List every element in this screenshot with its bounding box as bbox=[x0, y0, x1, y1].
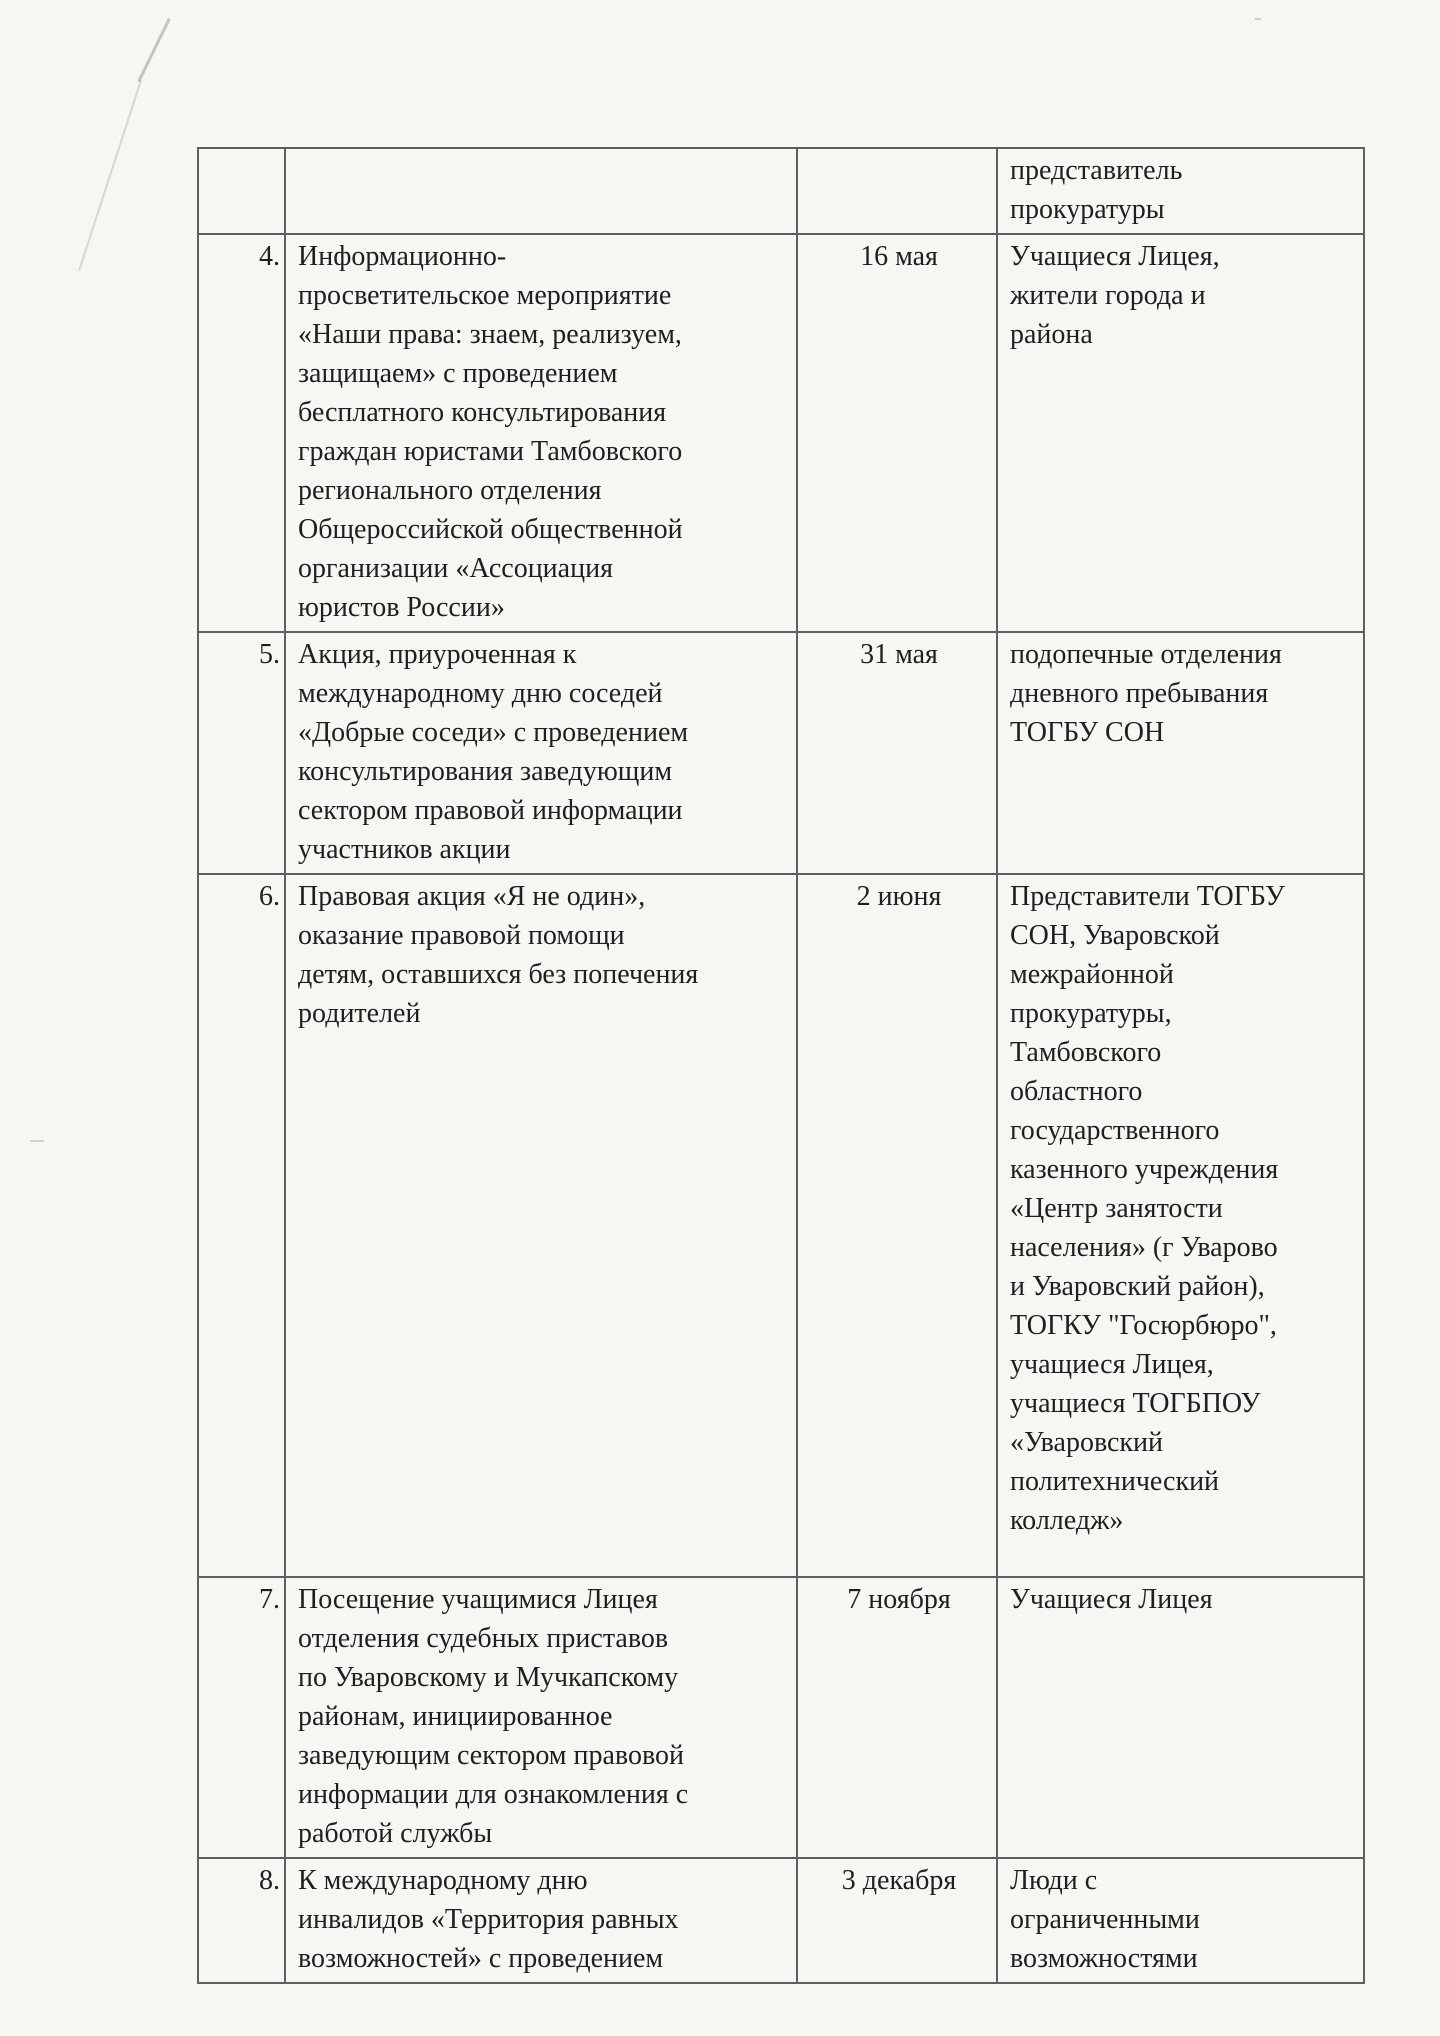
event-date bbox=[797, 148, 997, 234]
events-table bbox=[197, 147, 1365, 1984]
event-participants: представитель прокуратуры bbox=[997, 148, 1364, 234]
event-date: 31 мая bbox=[797, 632, 997, 874]
row-number: 4. bbox=[198, 234, 285, 632]
table-row bbox=[198, 148, 1364, 234]
event-participants: подопечные отделения дневного пребывания ТОГБУ СОН bbox=[997, 632, 1364, 874]
event-participants: Учащиеся Лицея bbox=[997, 1577, 1364, 1858]
event-description: Правовая акция «Я не один», оказание правовой помощи детям, оставшихся без попечения родителей bbox=[285, 874, 797, 1577]
event-description: Акция, приуроченная к международному дню соседей «Добрые соседи» с проведением консультирования заведующим сектором правовой информации участников акции bbox=[285, 632, 797, 874]
event-date: 3 декабря bbox=[797, 1858, 997, 1983]
event-participants: Представители ТОГБУ СОН, Уваровской межрайонной прокуратуры, Тамбовского областного государственного казенного учреждения «Центр занятости населения» (г Уварово и Уваровский район), ТОГКУ "Госюрбюро", учащиеся Лицея, учащиеся ТОГБПОУ «Уваровский политехнический колледж» bbox=[997, 874, 1364, 1577]
scan-artifact bbox=[30, 1140, 44, 1142]
event-date: 16 мая bbox=[797, 234, 997, 632]
event-description: К международному дню инвалидов «Территория равных возможностей» с проведением bbox=[285, 1858, 797, 1983]
table-row bbox=[198, 234, 1364, 632]
row-number: 5. bbox=[198, 632, 285, 874]
event-participants: Учащиеся Лицея, жители города и района bbox=[997, 234, 1364, 632]
event-description: Информационно- просветительское мероприятие «Наши права: знаем, реализуем, защищаем» с проведением бесплатного консультирования граждан юристами Тамбовского регионального отделения Общероссийской общественной организации «Ассоциация юристов России» bbox=[285, 234, 797, 632]
row-number: 7. bbox=[198, 1577, 285, 1858]
event-date: 2 июня bbox=[797, 874, 997, 1577]
row-number bbox=[198, 148, 285, 234]
table-row bbox=[198, 632, 1364, 874]
table-row bbox=[198, 1858, 1364, 1983]
event-description: Посещение учащимися Лицея отделения судебных приставов по Уваровскому и Мучкапскому районам, инициированное заведующим сектором правовой информации для ознакомления с работой службы bbox=[285, 1577, 797, 1858]
row-number: 6. bbox=[198, 874, 285, 1577]
scan-artifact bbox=[1255, 18, 1261, 20]
scan-artifact bbox=[137, 18, 170, 82]
event-description bbox=[285, 148, 797, 234]
table-row bbox=[198, 874, 1364, 1577]
event-participants: Люди с ограниченными возможностями bbox=[997, 1858, 1364, 1983]
event-date: 7 ноября bbox=[797, 1577, 997, 1858]
row-number: 8. bbox=[198, 1858, 285, 1983]
table-row bbox=[198, 1577, 1364, 1858]
scan-artifact bbox=[78, 80, 142, 271]
